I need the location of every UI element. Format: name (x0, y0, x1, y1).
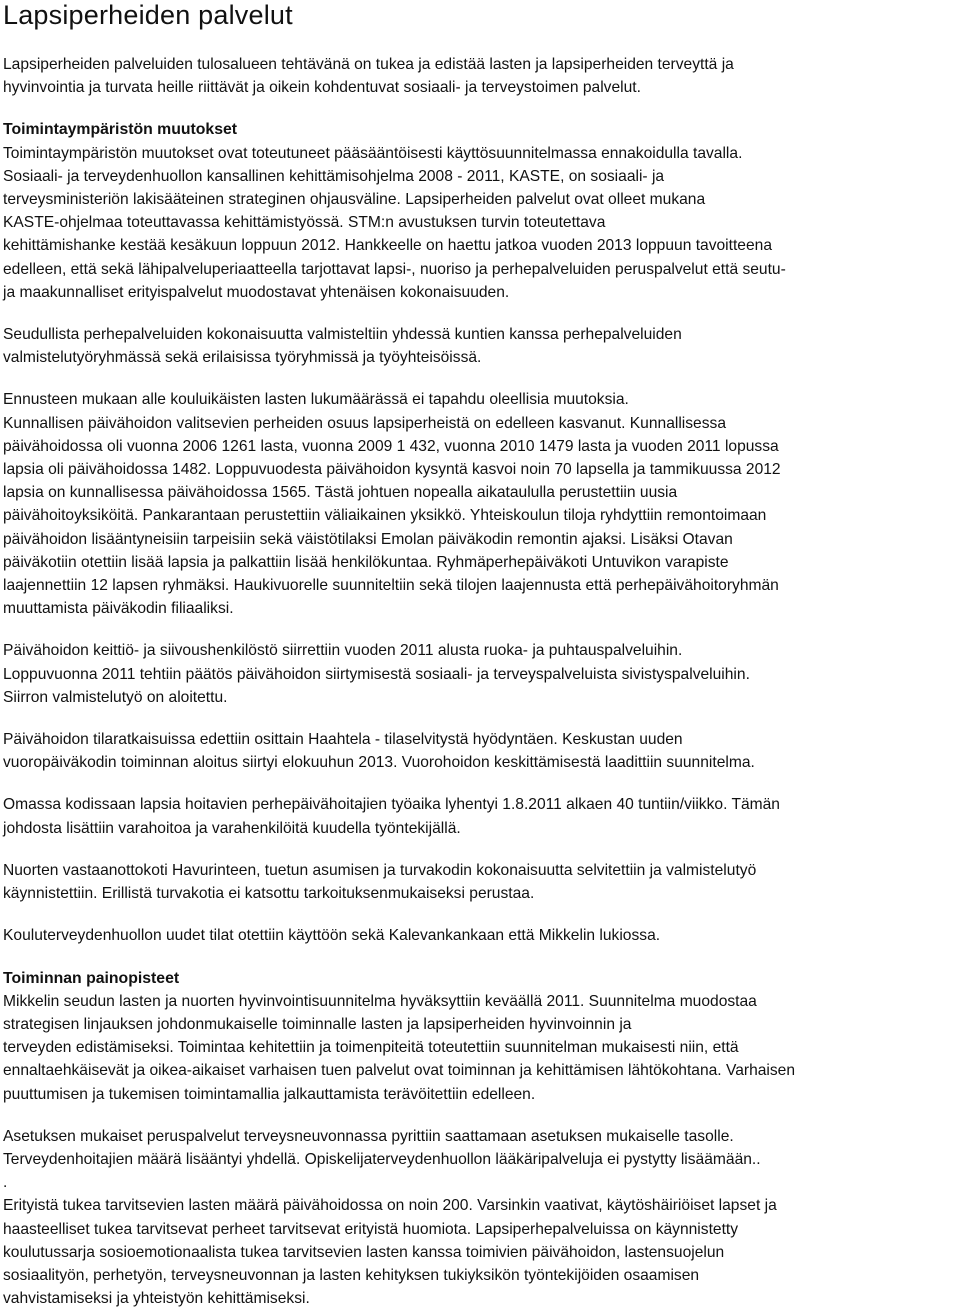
spacer (3, 30, 946, 53)
page-title: Lapsiperheiden palvelut (3, 0, 293, 30)
spacer (3, 709, 946, 728)
text-line: Sosiaali- ja terveydenhuollon kansallinen kehittämisohjelma 2008 - 2011, KASTE, on sosiaali- ja (3, 167, 665, 185)
text-line: terveyden edistämiseksi. Toimintaa kehitettiin ja toimenpiteitä toteutettiin suunnitelman mukaisesti niin, että (3, 1039, 739, 1057)
spacer (3, 369, 946, 388)
text-line: muuttamista päiväkodin filiaaliksi. (3, 600, 234, 618)
text-line: KASTE-ohjelmaa toteuttavassa kehittämistyössä. STM:n avustuksen turvin toteutettava (3, 214, 606, 232)
paragraph (3, 388, 946, 620)
text-line: ja maakunnalliset erityispalvelut muodostavat yhtenäisen kokonaisuuden. (3, 283, 510, 301)
text-line: käynnistettiin. Erillistä turvakotia ei katsottu tarkoituksenmukaiseksi perustaa. (3, 885, 535, 903)
section-heading: Toimintaympäristön muutokset (3, 121, 238, 139)
text-line: ennaltaehkäisevät ja oikea-aikaiset varhaisen tuen palvelut ovat toiminnan ja kehittämisen lähtökohtana. Varhaisen (3, 1062, 796, 1080)
spacer (3, 840, 946, 859)
section-heading: Toiminnan painopisteet (3, 969, 180, 987)
text-line: vuoropäiväkodin toiminnan aloitus siirtyi elokuuhun 2013. Vuorohoidon keskittämisestä laadittiin suunnitelma. (3, 754, 755, 772)
text-line: Nuorten vastaanottokoti Havurinteen, tuetun asumisen ja turvakodin kokonaisuutta selvitettiin ja valmistelutyö (3, 861, 757, 879)
spacer (3, 774, 946, 793)
spacer (3, 99, 946, 118)
section-focus-areas (3, 967, 946, 1106)
spacer (3, 948, 946, 967)
text-line: Ennusteen mukaan alle kouluikäisten lasten lukumäärässä ei tapahdu oleellisia muutoksia. (3, 391, 629, 409)
section-environment-changes (3, 118, 946, 304)
paragraph (3, 859, 946, 905)
text-line: lapsia on kunnallisessa päivähoidossa 1565. Tästä johtuen nopealla aikataululla perustettiin uusia (3, 484, 678, 502)
text-line: Kouluterveydenhuollon uudet tilat otettiin käyttöön sekä Kalevankankaan että Mikkelin lukiossa. (3, 927, 661, 945)
paragraph (3, 924, 946, 947)
text-line: päiväkotiin otettiin lisää lapsia ja palkattiin lisää henkilökuntaa. Ryhmäperhepäiväkoti Untuvikon varapiste (3, 553, 729, 571)
paragraph (3, 639, 946, 709)
text-line: Loppuvuonna 2011 tehtiin päätös päivähoidon siirtymisestä sosiaali- ja terveyspalveluista sivistyspalveluihin. (3, 665, 750, 683)
text-line: hyvinvointia ja turvata heille riittävät ja oikein kohdentuvat sosiaali- ja terveystoimen palvelut. (3, 79, 641, 97)
text-line: . (3, 1174, 8, 1192)
text-line: päivähoitoyksiköitä. Pankarantaan perustettiin väliaikainen yksikkö. Yhteiskoulun tiloja ryhdyttiin remontoimaan (3, 507, 767, 525)
text-line: päivähoidon lisääntyneisiin tarpeisiin sekä väistötilaksi Emolan päiväkodin remontin ajaksi. Lisäksi Otavan (3, 530, 733, 548)
text-line: kehittämishanke kestää kesäkuun loppuun 2012. Hankkeelle on haettu jatkoa vuoden 2013 loppuun tavoitteena (3, 237, 772, 255)
text-line: vahvistamiseksi ja yhteistyön kehittämiseksi. (3, 1290, 310, 1308)
paragraph (3, 793, 946, 839)
paragraph (3, 323, 946, 369)
text-line: terveysministeriön lakisääteinen strateginen ohjausväline. Lapsiperheiden palvelut ovat olleet mukana (3, 191, 706, 209)
text-line: Lapsiperheiden palveluiden tulosalueen tehtävänä on tukea ja edistää lasten ja lapsiperheiden terveyttä ja (3, 56, 734, 73)
spacer (3, 620, 946, 639)
text-line: Päivähoidon tilaratkaisuissa edettiin osittain Haahtela - tilaselvitystä hyödyntäen. Keskustan uuden (3, 731, 683, 749)
text-line: Mikkelin seudun lasten ja nuorten hyvinvointisuunnitelma hyväksyttiin keväällä 2011. Suunnitelma muodostaa (3, 992, 757, 1010)
text-line: Erityistä tukea tarvitsevien lasten määrä päivähoidossa on noin 200. Varsinkin vaativat, käytöshäiriöiset lapset ja (3, 1197, 777, 1215)
paragraph (3, 1125, 946, 1310)
text-line: Terveydenhoitajien määrä lisääntyi yhdellä. Opiskelijaterveydenhuollon lääkäripalveluja ei pystytty lisäämään.. (3, 1150, 761, 1168)
text-line: Päivähoidon keittiö- ja siivoushenkilöstö siirrettiin vuoden 2011 alusta ruoka- ja puhtauspalveluihin. (3, 642, 683, 660)
text-line: lapsia oli päivähoidossa 1482. Loppuvuodesta päivähoidon kysyntä kasvoi noin 70 lapsella ja tammikuussa 2012 (3, 461, 781, 479)
text-line: edelleen, että sekä lähipalveluperiaatteella tarjottavat lapsi-, nuoriso ja perhepalveluiden peruspalvelut että seutu- (3, 260, 786, 278)
spacer (3, 1106, 946, 1125)
text-line: sosiaalityön, perhetyön, terveysneuvonnan ja lasten kehityksen tukiyksikön työntekijöiden osaamisen (3, 1266, 700, 1284)
spacer (3, 905, 946, 924)
text-line: koulutussarja sosioemotionaalista tukea tarvitsevien lasten kanssa toimivien päivähoidon, lastensuojelun (3, 1243, 725, 1261)
text-line: päivähoidossa oli vuonna 2006 1261 lasta, vuonna 2009 1 432, vuonna 2010 1479 lasta ja vuoden 2011 lopussa (3, 437, 779, 455)
text-line: puuttumisen ja tukemisen toimintamallia jalkauttamista terävöitettiin edelleen. (3, 1085, 536, 1103)
text-line: Asetuksen mukaiset peruspalvelut terveysneuvonnassa pyrittiin saattamaan asetuksen mukaiselle tasolle. (3, 1127, 734, 1145)
intro-paragraph (3, 53, 946, 99)
text-line: johdosta lisättiin varahoitoa ja varahenkilöitä kuudella työntekijällä. (3, 819, 461, 837)
text-line: Omassa kodissaan lapsia hoitavien perhepäivähoitajien työaika lyhentyi 1.8.2011 alkaen 40 tuntiin/viikko. Tämän (3, 796, 780, 814)
text-line: laajennettiin 12 lapsen ryhmäksi. Haukivuorelle suunniteltiin sekä tilojen laajennusta että perhepäivähoitoryhmän (3, 577, 779, 595)
text-line: valmistelutyöryhmässä sekä erilaisissa työryhmissä ja työyhteisöissä. (3, 349, 482, 367)
spacer (3, 304, 946, 323)
text-line: Toimintaympäristön muutokset ovat toteutuneet pääsääntöisesti käyttösuunnitelmassa ennakoidulla tavalla. (3, 144, 743, 162)
text-line: haasteelliset tukea tarvitsevat perheet tarvitsevat erityistä huomiota. Lapsiperhepalveluissa on käynnistetty (3, 1220, 739, 1238)
text-line: Siirron valmistelutyö on aloitettu. (3, 688, 228, 706)
text-line: Seudullista perhepalveluiden kokonaisuutta valmisteltiin yhdessä kuntien kanssa perhepalveluiden (3, 326, 682, 344)
paragraph (3, 728, 946, 774)
text-line: Kunnallisen päivähoidon valitsevien perheiden osuus lapsiperheistä on edelleen kasvanut. Kunnallisessa (3, 414, 727, 432)
text-line: strategisen linjauksen johdonmukaiselle toiminnalle lasten ja lapsiperheiden hyvinvoinnin ja (3, 1015, 632, 1033)
